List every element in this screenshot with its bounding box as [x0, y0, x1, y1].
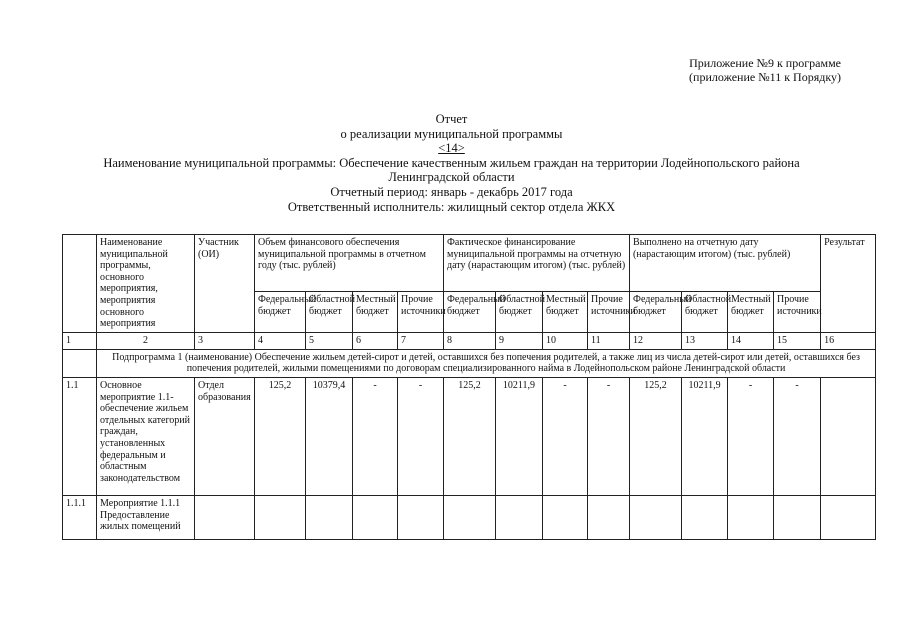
program-name-line-1: Наименование муниципальной программы: Обеспечение качественным жильем граждан на территории Лодейнопольского района [103, 155, 800, 170]
header-federal: Федеральный бюджет [630, 292, 682, 333]
column-number: 4 [255, 332, 306, 349]
value-cell [444, 495, 496, 539]
header-num-cell [63, 235, 97, 333]
header-group-fact: Фактическое финансирование муниципальной программы на отчетную дату (нарастающим итогом) (тыс. рублей) [444, 235, 630, 292]
value-cell: - [398, 377, 444, 495]
row-result [821, 495, 876, 539]
column-number: 3 [195, 332, 255, 349]
header-name: Наименование муниципальной программы, основного мероприятия, мероприятия основного мероприятия [97, 235, 195, 333]
value-cell: 10379,4 [306, 377, 353, 495]
report-executor: Ответственный исполнитель: жилищный сектор отдела ЖКХ [287, 199, 616, 214]
value-cell [398, 495, 444, 539]
value-cell [682, 495, 728, 539]
header-local: Местный бюджет [728, 292, 774, 333]
value-cell: - [728, 377, 774, 495]
row-number: 1.1.1 [63, 495, 97, 539]
appendix-line-1: Приложение №9 к программе [689, 56, 841, 70]
column-number: 15 [774, 332, 821, 349]
header-regional: Областной бюджет [306, 292, 353, 333]
value-cell: - [774, 377, 821, 495]
column-number: 9 [496, 332, 543, 349]
column-number: 5 [306, 332, 353, 349]
header-federal: Федеральный бюджет [444, 292, 496, 333]
column-number: 16 [821, 332, 876, 349]
value-cell [543, 495, 588, 539]
subprogram-num-cell [63, 349, 97, 377]
row-participant [195, 495, 255, 539]
report-period: Отчетный период: январь - декабрь 2017 года [330, 184, 573, 199]
value-cell [306, 495, 353, 539]
value-cell: 10211,9 [682, 377, 728, 495]
row-name: Мероприятие 1.1.1 Предоставление жилых помещений [97, 495, 195, 539]
header-federal: Федеральный бюджет [255, 292, 306, 333]
column-number: 10 [543, 332, 588, 349]
header-regional: Областной бюджет [496, 292, 543, 333]
header-group-done: Выполнено на отчетную дату (нарастающим итогом) (тыс. рублей) [630, 235, 821, 292]
column-number: 1 [63, 332, 97, 349]
header-local: Местный бюджет [543, 292, 588, 333]
value-cell: - [588, 377, 630, 495]
header-result: Результат [821, 235, 876, 333]
header-other: Прочие источники [774, 292, 821, 333]
header-other: Прочие источники [398, 292, 444, 333]
column-number: 14 [728, 332, 774, 349]
header-regional: Областной бюджет [682, 292, 728, 333]
value-cell [255, 495, 306, 539]
table-row [63, 377, 876, 495]
column-number: 8 [444, 332, 496, 349]
value-cell [496, 495, 543, 539]
column-number: 11 [588, 332, 630, 349]
row-number: 1.1 [63, 377, 97, 495]
value-cell: 125,2 [630, 377, 682, 495]
header-other: Прочие источники [588, 292, 630, 333]
value-cell [728, 495, 774, 539]
program-name-line-2: Ленинградской области [388, 170, 515, 185]
table-row [63, 495, 876, 539]
column-number: 2 [97, 332, 195, 349]
appendix-note [689, 56, 841, 84]
report-title: Отчет [435, 112, 468, 126]
column-number-row [63, 332, 876, 349]
column-number: 13 [682, 332, 728, 349]
row-participant: Отдел образования [195, 377, 255, 495]
row-result [821, 377, 876, 495]
column-number: 7 [398, 332, 444, 349]
value-cell: - [353, 377, 398, 495]
value-cell: - [543, 377, 588, 495]
report-table [62, 234, 876, 540]
column-number: 12 [630, 332, 682, 349]
value-cell: 125,2 [255, 377, 306, 495]
value-cell [353, 495, 398, 539]
report-header [0, 112, 903, 214]
value-cell [630, 495, 682, 539]
header-group-plan: Объем финансового обеспечения муниципальной программы в отчетном году (тыс. рублей) [255, 235, 444, 292]
value-cell [588, 495, 630, 539]
report-subtitle: о реализации муниципальной программы [340, 126, 563, 141]
value-cell [774, 495, 821, 539]
appendix-line-2: (приложение №11 к Порядку) [689, 70, 841, 84]
footnote-link[interactable]: <14> [438, 141, 465, 156]
header-local: Местный бюджет [353, 292, 398, 333]
column-number: 6 [353, 332, 398, 349]
value-cell: 125,2 [444, 377, 496, 495]
subprogram-title: Подпрограмма 1 (наименование) Обеспечение жильем детей-сирот и детей, оставшихся без попечения родителей, а также лиц из числа детей-сирот или детей, оставшихся без попечения родителей, жилыми помещениями по договорам специализированного найма в Лодейнопольском районе Ленинградской области [97, 349, 876, 377]
subprogram-row [63, 349, 876, 377]
row-name: Основное мероприятие 1.1- обеспечение жильем отдельных категорий граждан, установленных федеральным и областным законодательством [97, 377, 195, 495]
header-participant: Участник (ОИ) [195, 235, 255, 333]
value-cell: 10211,9 [496, 377, 543, 495]
